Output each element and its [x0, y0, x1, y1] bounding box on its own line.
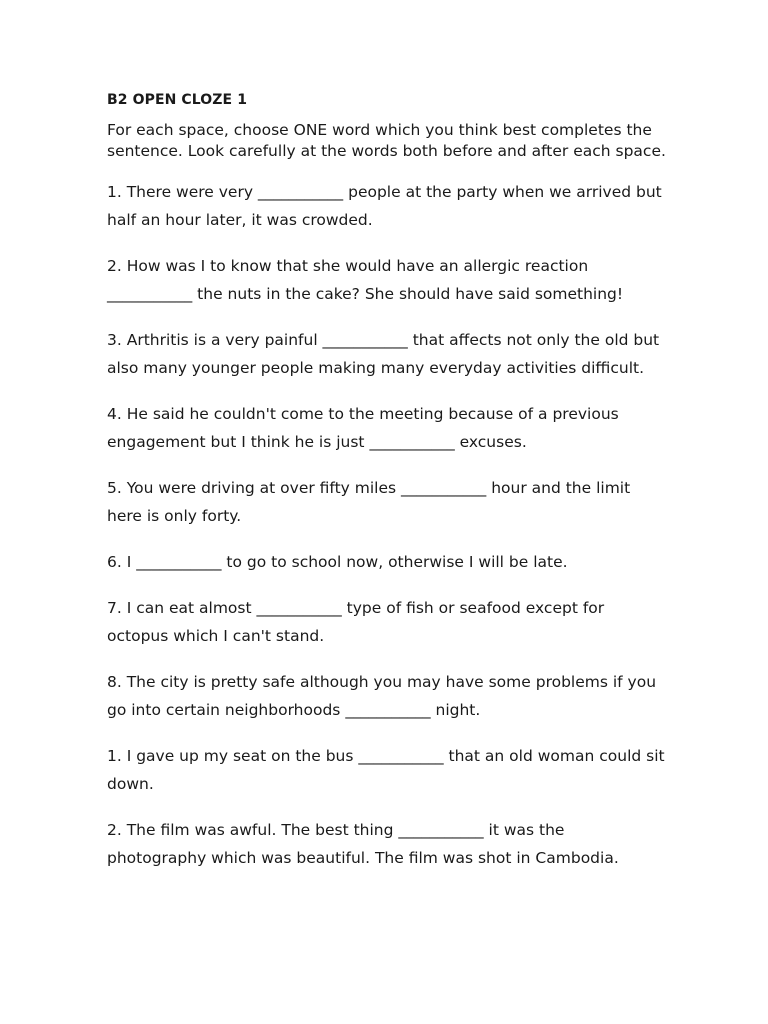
- page-title: B2 OPEN CLOZE 1: [107, 92, 248, 108]
- question-6: 6. I ___________ to go to school now, otherwise I will be late.: [107, 553, 568, 571]
- question-10: 2. The film was awful. The best thing ___________ it was the photography which was beautiful. The film was shot in Cambodia.: [107, 821, 619, 867]
- question-3: 3. Arthritis is a very painful ___________ that affects not only the old but also many younger people making many everyday activities difficult.: [107, 331, 660, 377]
- question-1: 1. There were very ___________ people at the party when we arrived but half an hour later, it was crowded.: [107, 183, 662, 229]
- question-9: 1. I gave up my seat on the bus ___________ that an old woman could sit down.: [107, 747, 665, 793]
- question-2: 2. How was I to know that she would have an allergic reaction ___________ the nuts in the cake? She should have said something!: [107, 257, 624, 303]
- question-4: 4. He said he couldn't come to the meeting because of a previous engagement but I think he is just ___________ excuses.: [107, 405, 619, 451]
- instructions-text: For each space, choose ONE word which you think best completes the sentence. Look carefully at the words both before and after each space.: [107, 121, 666, 160]
- question-7: 7. I can eat almost ___________ type of fish or seafood except for octopus which I can't stand.: [107, 599, 605, 645]
- question-5: 5. You were driving at over fifty miles ___________ hour and the limit here is only forty.: [107, 479, 631, 525]
- question-8: 8. The city is pretty safe although you may have some problems if you go into certain neighborhoods ___________ night.: [107, 673, 657, 719]
- worksheet-page: [107, 92, 667, 890]
